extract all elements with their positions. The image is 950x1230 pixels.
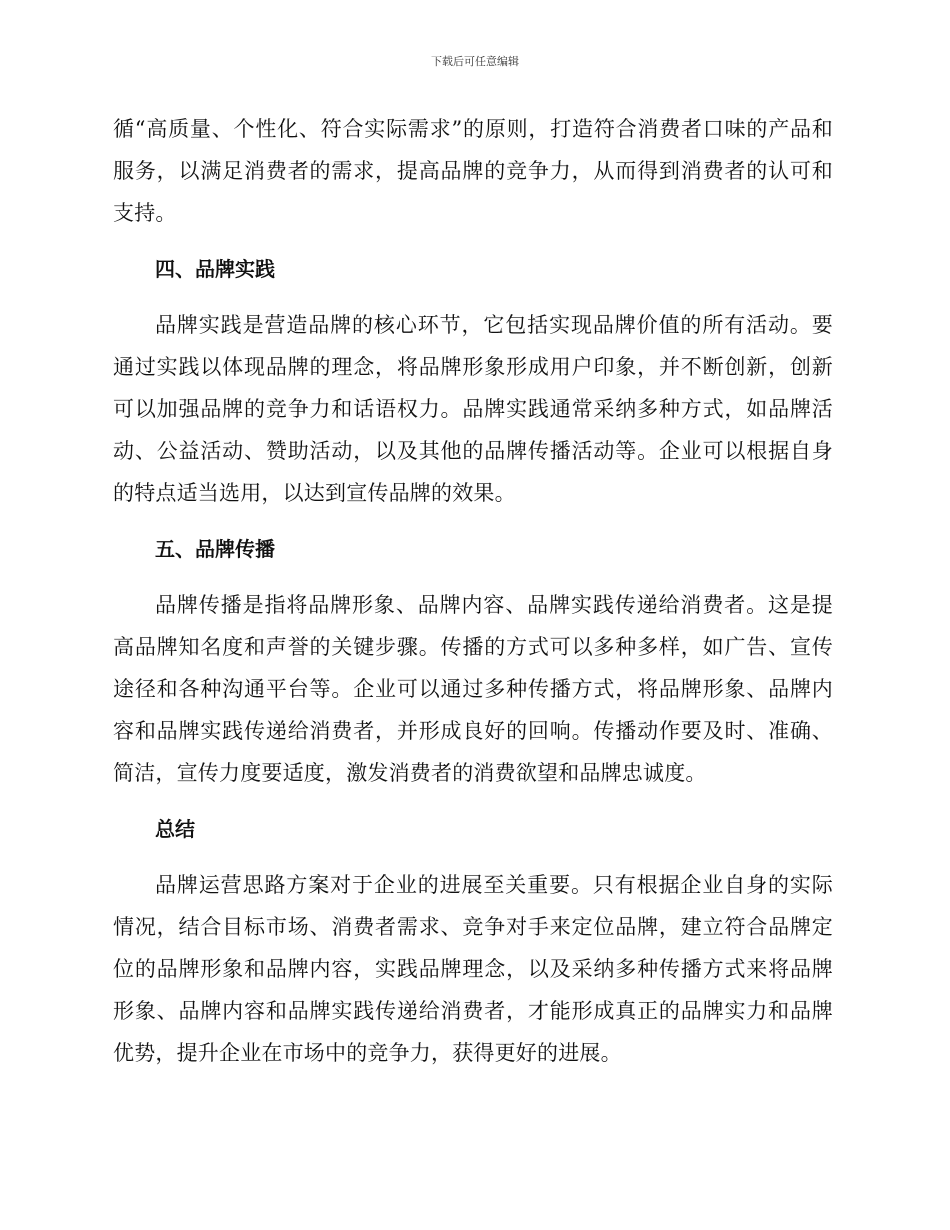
- section-heading-communication: 五、品牌传播: [155, 537, 275, 561]
- intro-paragraph: 循“高质量、个性化、符合实际需求”的原则，打造符合消费者口味的产品和服务，以满足消费者的需求，提高品牌的竞争力，从而得到消费者的认可和支持。: [113, 117, 833, 225]
- spacer: [113, 514, 833, 528]
- section-heading-practice: 四、品牌实践: [155, 257, 275, 281]
- summary-paragraph: 品牌运营思路方案对于企业的进展至关重要。只有根据企业自身的实际情况，结合目标市场、消费者需求、竞争对手来定位品牌，建立符合品牌定位的品牌形象和品牌内容，实践品牌理念，以及采纳多种传播方式来将品牌形象、品牌内容和品牌实践传递给消费者，才能形成真正的品牌实力和品牌优势，提升企业在市场中的竞争力，获得更好的进展。: [113, 873, 833, 1065]
- spacer: [113, 290, 833, 304]
- page-header-note: 下载后可任意编辑: [431, 55, 519, 68]
- document-body: [113, 108, 833, 1074]
- communication-paragraph: 品牌传播是指将品牌形象、品牌内容、品牌实践传递给消费者。这是提高品牌知名度和声誉的关键步骤。传播的方式可以多种多样，如广告、宣传途径和各种沟通平台等。企业可以通过多种传播方式，将品牌形象、品牌内容和品牌实践传递给消费者，并形成良好的回响。传播动作要及时、准确、简洁，宣传力度要适度，激发消费者的消费欲望和品牌忠诚度。: [113, 593, 833, 785]
- spacer: [113, 234, 833, 248]
- spacer: [113, 570, 833, 584]
- section-heading-summary: 总结: [155, 817, 195, 841]
- spacer: [113, 850, 833, 864]
- spacer: [113, 794, 833, 808]
- practice-paragraph: 品牌实践是营造品牌的核心环节，它包括实现品牌价值的所有活动。要通过实践以体现品牌的理念，将品牌形象形成用户印象，并不断创新，创新可以加强品牌的竞争力和话语权力。品牌实践通常采纳多种方式，如品牌活动、公益活动、赞助活动，以及其他的品牌传播活动等。企业可以根据自身的特点适当选用，以达到宣传品牌的效果。: [113, 313, 833, 505]
